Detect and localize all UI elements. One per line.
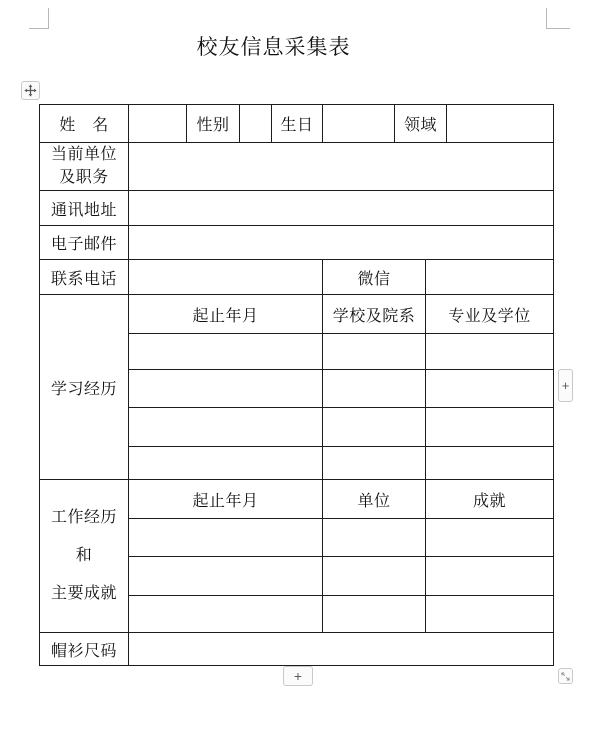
phone-row	[40, 260, 554, 295]
name-input-cell[interactable]	[129, 105, 187, 143]
name-label-cell: 姓 名	[40, 105, 129, 143]
hoodie-input-cell[interactable]	[129, 633, 554, 666]
work-achievement-input-cell[interactable]	[426, 596, 554, 633]
work-period-input-cell[interactable]	[129, 557, 323, 596]
study-period-input-cell[interactable]	[129, 334, 323, 370]
hoodie-label-cell: 帽衫尺码	[40, 633, 129, 666]
work-header-row	[40, 480, 554, 519]
current-unit-label-line1: 当前单位	[50, 146, 117, 164]
current-unit-input-cell[interactable]	[129, 143, 554, 191]
wechat-label-cell: 微信	[323, 260, 426, 295]
study-major-input-cell[interactable]	[426, 408, 554, 447]
field-input-cell[interactable]	[447, 105, 554, 143]
gender-input-cell[interactable]	[240, 105, 272, 143]
study-period-input-cell[interactable]	[129, 408, 323, 447]
study-section-label-cell: 学习经历	[40, 295, 129, 480]
current-unit-row	[40, 143, 554, 191]
work-label-line3: 主要成就	[50, 585, 117, 602]
study-major-input-cell[interactable]	[426, 334, 554, 370]
table-resize-handle[interactable]	[558, 668, 573, 684]
study-header-major-cell: 专业及学位	[426, 295, 554, 334]
hoodie-row	[40, 633, 554, 666]
study-major-input-cell[interactable]	[426, 370, 554, 408]
study-header-row	[40, 295, 554, 334]
diagonal-resize-icon	[560, 671, 571, 682]
work-label-line2: 和	[75, 547, 93, 564]
birthday-label-cell: 生日	[272, 105, 323, 143]
work-header-achievement-cell: 成就	[426, 480, 554, 519]
gender-label-cell: 性别	[187, 105, 240, 143]
study-period-input-cell[interactable]	[129, 370, 323, 408]
field-label-cell: 领域	[395, 105, 447, 143]
work-period-input-cell[interactable]	[129, 596, 323, 633]
work-label-line1: 工作经历	[50, 509, 117, 526]
work-achievement-input-cell[interactable]	[426, 557, 554, 596]
page-title: 校友信息采集表	[196, 36, 351, 59]
text-boundary-mark-top-left	[29, 8, 49, 29]
work-achievement-input-cell[interactable]	[426, 519, 554, 557]
work-header-period-cell: 起止年月	[129, 480, 323, 519]
address-row	[40, 191, 554, 226]
wechat-input-cell[interactable]	[426, 260, 554, 295]
email-row	[40, 226, 554, 260]
phone-label-cell: 联系电话	[40, 260, 129, 295]
work-unit-input-cell[interactable]	[323, 557, 426, 596]
study-school-input-cell[interactable]	[323, 408, 426, 447]
study-header-period-cell: 起止年月	[129, 295, 323, 334]
study-school-input-cell[interactable]	[323, 334, 426, 370]
phone-input-cell[interactable]	[129, 260, 323, 295]
email-input-cell[interactable]	[129, 226, 554, 260]
table-move-handle[interactable]	[21, 81, 40, 100]
add-column-button[interactable]	[558, 369, 573, 402]
address-input-cell[interactable]	[129, 191, 554, 226]
alumni-info-table	[39, 104, 554, 666]
birthday-input-cell[interactable]	[323, 105, 395, 143]
work-header-unit-cell: 单位	[323, 480, 426, 519]
work-unit-input-cell[interactable]	[323, 596, 426, 633]
text-boundary-mark-top-right	[546, 8, 570, 29]
work-section-label-cell	[40, 480, 129, 633]
plus-icon: +	[293, 668, 303, 684]
work-unit-input-cell[interactable]	[323, 519, 426, 557]
work-period-input-cell[interactable]	[129, 519, 323, 557]
study-school-input-cell[interactable]	[323, 370, 426, 408]
study-header-school-cell: 学校及院系	[323, 295, 426, 334]
basic-info-row	[40, 105, 554, 143]
current-unit-label-cell	[40, 143, 129, 191]
current-unit-label-line2: 及职务	[59, 168, 109, 186]
study-school-input-cell[interactable]	[323, 447, 426, 480]
add-row-button[interactable]	[283, 666, 313, 686]
plus-icon: +	[561, 378, 570, 393]
study-major-input-cell[interactable]	[426, 447, 554, 480]
study-period-input-cell[interactable]	[129, 447, 323, 480]
move-cross-icon	[24, 84, 37, 97]
email-label-cell: 电子邮件	[40, 226, 129, 260]
address-label-cell: 通讯地址	[40, 191, 129, 226]
